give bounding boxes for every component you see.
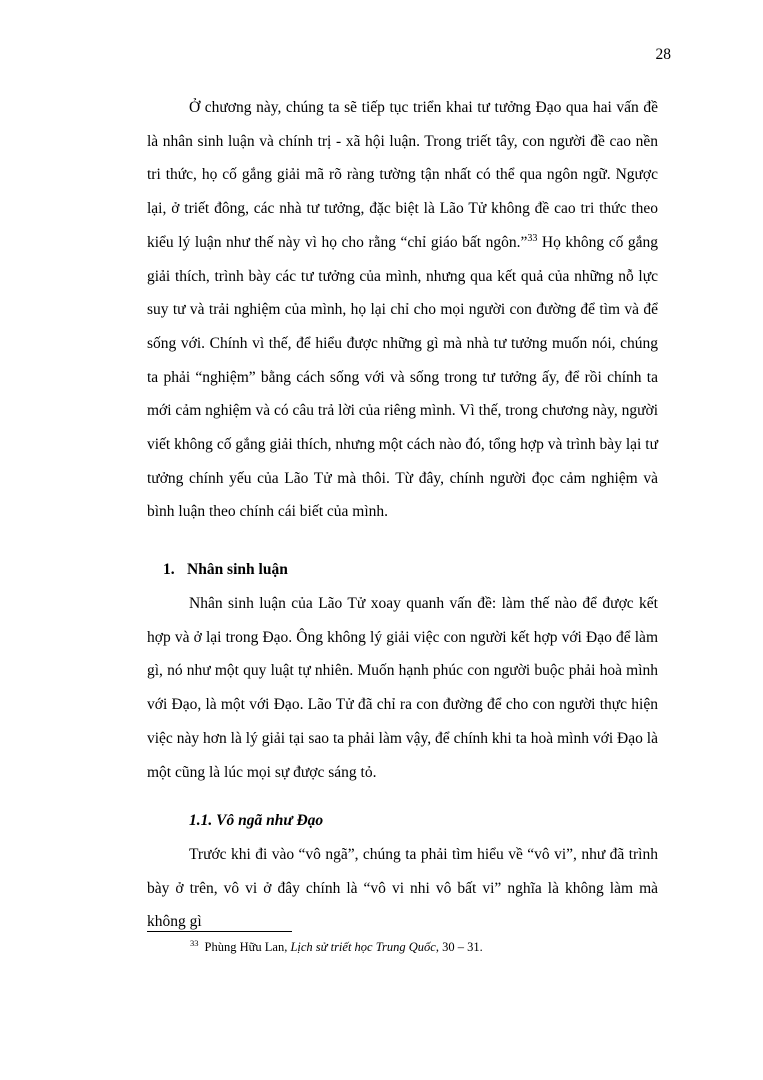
footnote-pages: , 30 – 31. <box>435 940 483 954</box>
intro-text-after-note: Họ không cố gắng giải thích, trình bày các tư tưởng của mình, nhưng qua kết quả của những nỗ lực suy tư và trải nghiệm của mình, họ lại chỉ cho mọi người con đường để tìm và để sống với. Chính vì thế, để hiểu được những gì mà nhà tư tưởng muốn nói, chúng ta phải “nghiệm” bằng cách sống với và sống trong tư tưởng ấy, để rồi chính ta mới cảm nghiệm và có câu trả lời của riêng mình. Vì thế, trong chương này, người viết không cố gắng giải thích, nhưng một cách nào đó, tổng hợp và trình bày lại tư tưởng chính yếu của Lão Tử mà thôi. Từ đây, chính người đọc cảm nghiệm và bình luận theo chính cái biết của mình. <box>147 233 659 521</box>
footnote-book-title: Lịch sử triết học Trung Quốc <box>290 940 436 954</box>
footnote-divider <box>147 931 292 932</box>
subsection-heading <box>147 804 658 838</box>
subsection-body: Trước khi đi vào “vô ngã”, chúng ta phải tìm hiểu về “vô vi”, như đã trình bày ở trên, vô vi ở đây chính là “vô vi nhi vô bất vi” nghĩa là không làm mà không gì <box>147 846 658 931</box>
footnote-author: Phùng Hữu Lan, <box>204 940 291 954</box>
subsection-title: 1.1. Vô ngã như Đạo <box>189 812 324 829</box>
section-paragraph <box>147 587 658 789</box>
intro-paragraph <box>147 91 658 529</box>
section-number: 1. <box>163 561 175 578</box>
footnote <box>190 939 483 955</box>
section-heading <box>147 553 658 587</box>
footnote-reference[interactable]: 33 <box>527 232 538 244</box>
section-body: Nhân sinh luận của Lão Tử xoay quanh vấn đề: làm thế nào để được kết hợp và ở lại trong Đạo. Ông không lý giải việc con người kết hợp với Đạo để làm gì, nó như một quy luật tự nhiên. Muốn hạnh phúc con người buộc phải hoà mình với Đạo, là một với Đạo. Lão Tử đã chỉ ra con đường để cho con người thực hiện việc này hơn là lý giải tại sao ta phải làm vậy, để chính khi ta hoà mình với Đạo là một cũng là lúc mọi sự được sáng tỏ. <box>147 595 658 781</box>
subsection-paragraph <box>147 838 658 939</box>
intro-text-before-note: Ở chương này, chúng ta sẽ tiếp tục triển khai tư tưởng Đạo qua hai vấn đề là nhân sinh luận và chính trị - xã hội luận. Trong triết tây, con người đề cao nền tri thức, họ cố gắng giải mã rõ ràng tường tận nhất có thể qua ngôn ngữ. Ngược lại, ở triết đông, các nhà tư tưởng, đặc biệt là Lão Tử không đề cao tri thức theo kiểu lý luận như thế này vì họ cho rằng “chỉ giáo bất ngôn.” <box>147 99 658 251</box>
section-title: Nhân sinh luận <box>187 561 288 578</box>
footnote-number: 33 <box>190 937 199 948</box>
page-number: 28 <box>655 46 671 63</box>
